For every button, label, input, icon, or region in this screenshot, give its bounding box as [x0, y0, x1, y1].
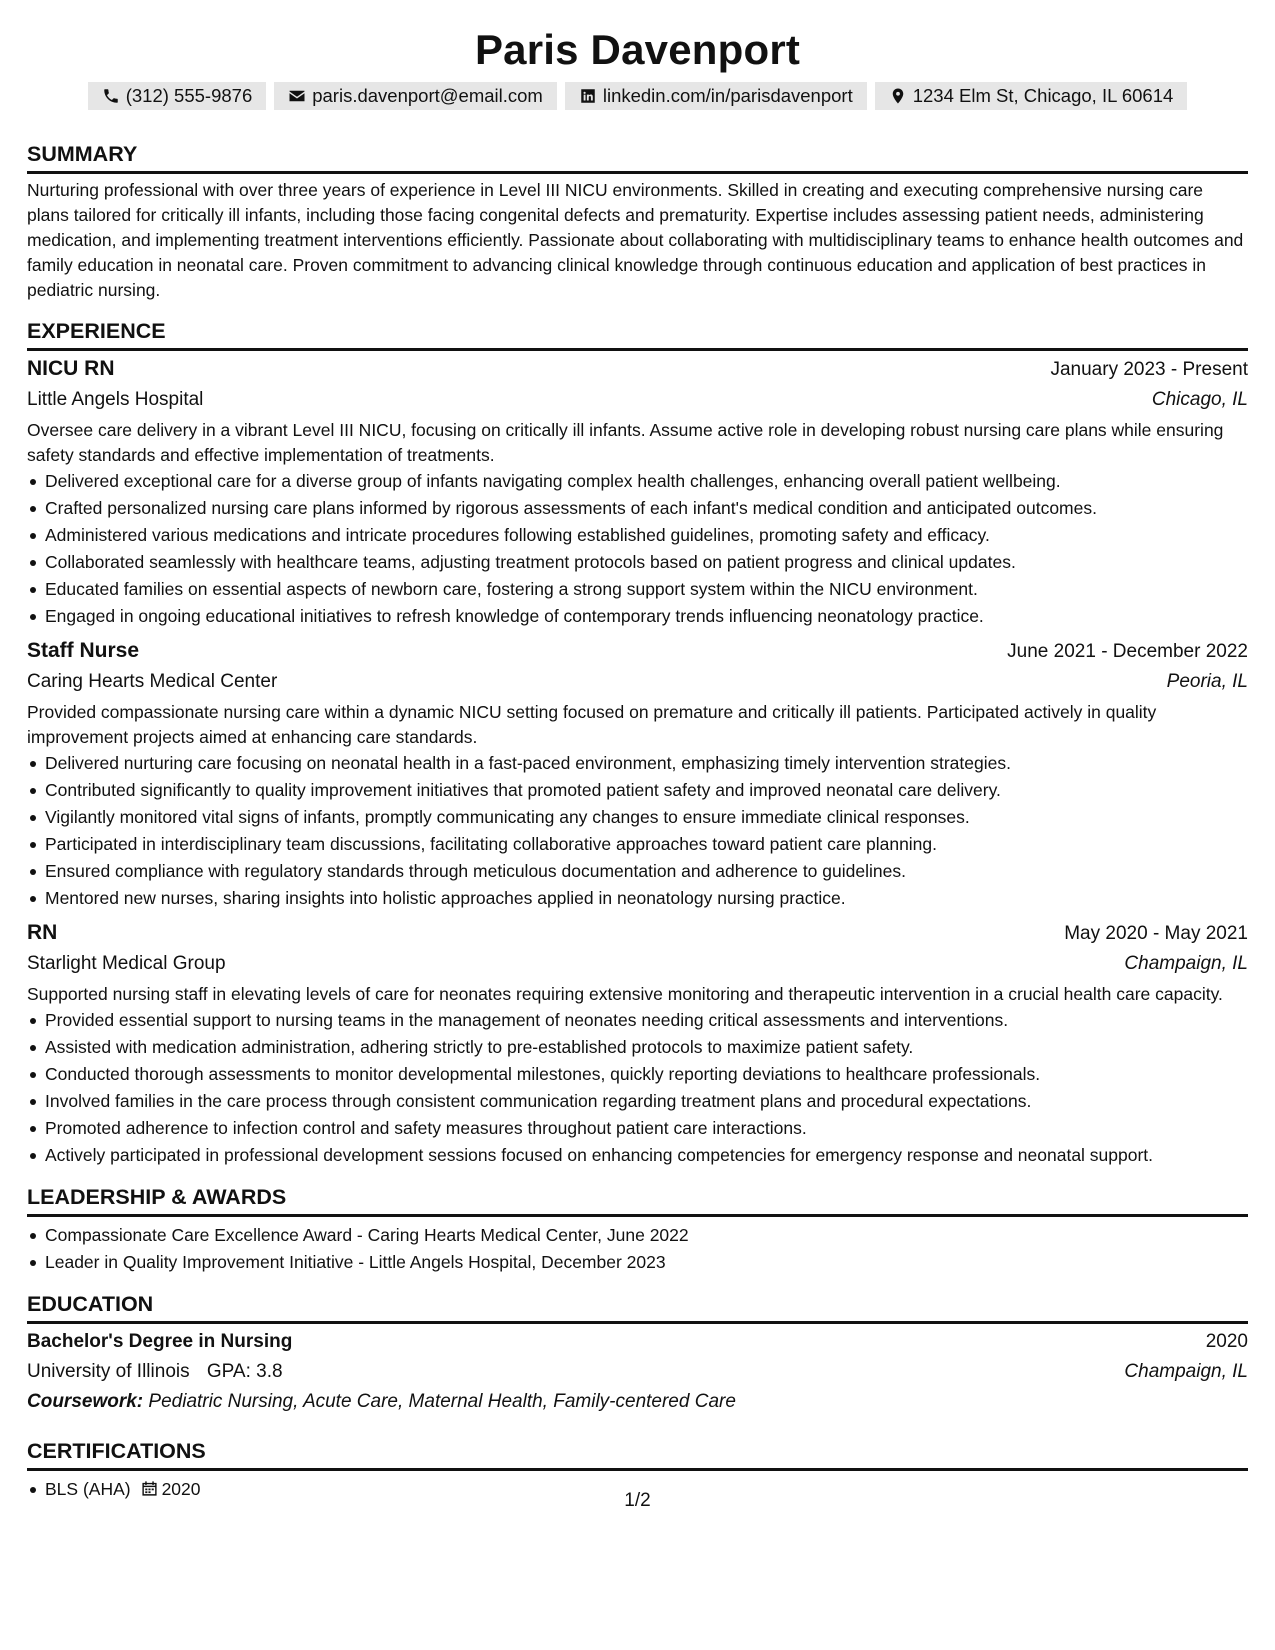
- job-description: Supported nursing staff in elevating levels of care for neonates requiring extensive monitoring and therapeutic intervention in a crucial health care capacity.: [27, 984, 1223, 1004]
- coursework: [27, 1387, 1248, 1417]
- job-bullets: [27, 468, 1248, 630]
- address-text: 1234 Elm St, Chicago, IL 60614: [912, 85, 1174, 106]
- section-divider: [27, 1468, 1248, 1471]
- list-item: Delivered nurturing care focusing on neonatal health in a fast-paced environment, emphasizing timely intervention strategies.: [27, 750, 1248, 777]
- list-item: Delivered exceptional care for a diverse group of infants navigating complex health challenges, enhancing overall patient wellbeing.: [27, 468, 1248, 495]
- list-item: Crafted personalized nursing care plans informed by rigorous assessments of each infant's medical condition and anticipated outcomes.: [27, 495, 1248, 522]
- certification-name: BLS (AHA): [45, 1479, 131, 1499]
- coursework-list: Pediatric Nursing, Acute Care, Maternal Health, Family-centered Care: [148, 1391, 736, 1412]
- list-item: Ensured compliance with regulatory standards through meticulous documentation and adherence to guidelines.: [27, 858, 1248, 885]
- list-item: Educated families on essential aspects of newborn care, fostering a strong support system within the NICU environment.: [27, 576, 1248, 603]
- section-title: LEADERSHIP & AWARDS: [27, 1185, 287, 1209]
- job-dates: May 2020 - May 2021: [1064, 923, 1248, 944]
- section-divider: [27, 348, 1248, 351]
- section-title: CERTIFICATIONS: [27, 1439, 206, 1463]
- envelope-icon: [288, 87, 306, 105]
- list-item: Compassionate Care Excellence Award - Caring Hearts Medical Center, June 2022: [27, 1222, 1248, 1249]
- list-item: Administered various medications and intricate procedures following established guidelines, promoting safety and efficacy.: [27, 522, 1248, 549]
- list-item: Participated in interdisciplinary team discussions, facilitating collaborative approaches toward patient care planning.: [27, 831, 1248, 858]
- job-entry: [27, 354, 1248, 630]
- leadership-section: [27, 1183, 1248, 1276]
- list-item: Assisted with medication administration, adhering strictly to pre-established protocols to maximize patient safety.: [27, 1034, 1248, 1061]
- job-bullets: [27, 750, 1248, 912]
- section-divider: [27, 1321, 1248, 1324]
- job-entry: [27, 918, 1248, 1169]
- list-item: Involved families in the care process through consistent communication regarding treatment plans and procedural expectations.: [27, 1088, 1248, 1115]
- job-location: Peoria, IL: [1166, 671, 1248, 692]
- job-location: Champaign, IL: [1124, 953, 1248, 974]
- school-name: University of Illinois: [27, 1361, 190, 1382]
- map-pin-icon: [889, 87, 907, 105]
- job-dates: January 2023 - Present: [1050, 359, 1248, 380]
- contact-address: [875, 82, 1188, 110]
- candidate-name: Paris Davenport: [474, 26, 801, 73]
- job-entry: [27, 636, 1248, 912]
- section-divider: [27, 171, 1248, 174]
- list-item: Leader in Quality Improvement Initiative - Little Angels Hospital, December 2023: [27, 1249, 1248, 1276]
- page-number: 1/2: [624, 1490, 651, 1511]
- phone-text: (312) 555-9876: [125, 85, 253, 106]
- job-description: Provided compassionate nursing care within a dynamic NICU setting focused on premature and critically ill patients. Participated actively in quality improvement projects aimed at enhancing care standards.: [27, 702, 1157, 747]
- list-item: Actively participated in professional development sessions focused on enhancing competencies for emergency response and neonatal support.: [27, 1142, 1248, 1169]
- company-name: Starlight Medical Group: [27, 953, 226, 974]
- section-divider: [27, 1214, 1248, 1217]
- job-title: NICU RN: [27, 357, 115, 380]
- job-location: Chicago, IL: [1151, 389, 1248, 410]
- linkedin-text: linkedin.com/in/parisdavenport: [602, 85, 853, 106]
- section-title: EXPERIENCE: [27, 319, 166, 343]
- contact-email: [274, 82, 557, 110]
- school-location: Champaign, IL: [1124, 1361, 1248, 1382]
- contact-linkedin: [565, 82, 867, 110]
- summary-text: Nurturing professional with over three years of experience in Level III NICU environments. Skilled in creating and executing comprehensive nursing care plans tailored for critically ill infants, including those facing congenital defects and prematurity. Expertise includes assessing patient needs, administering medication, and implementing treatment interventions efficiently. Passionate about collaborating with multidisciplinary teams to enhance health outcomes and family education in neonatal care. Proven commitment to advancing clinical knowledge through continuous education and application of best practices in pediatric nursing.: [27, 180, 1244, 300]
- degree-name: Bachelor's Degree in Nursing: [27, 1331, 293, 1352]
- section-title: EDUCATION: [27, 1292, 154, 1316]
- education-section: [27, 1290, 1248, 1417]
- contact-phone: [88, 82, 267, 110]
- graduation-year: 2020: [1205, 1331, 1248, 1352]
- contact-bar: [27, 82, 1248, 110]
- list-item: Collaborated seamlessly with healthcare teams, adjusting treatment protocols based on patient progress and clinical updates.: [27, 549, 1248, 576]
- job-bullets: [27, 1007, 1248, 1169]
- phone-icon: [102, 87, 120, 105]
- list-item: Provided essential support to nursing teams in the management of neonates needing critical assessments and interventions.: [27, 1007, 1248, 1034]
- list-item: Engaged in ongoing educational initiatives to refresh knowledge of contemporary trends influencing neonatology practice.: [27, 603, 1248, 630]
- job-title: RN: [27, 921, 58, 944]
- summary-section: [27, 140, 1248, 303]
- list-item: Vigilantly monitored vital signs of infants, promptly communicating any changes to ensure immediate clinical responses.: [27, 804, 1248, 831]
- school-info: [27, 1357, 283, 1387]
- list-item: Mentored new nurses, sharing insights into holistic approaches applied in neonatology nursing practice.: [27, 885, 1248, 912]
- coursework-label: Coursework:: [27, 1391, 144, 1412]
- experience-section: [27, 317, 1248, 1169]
- job-dates: June 2021 - December 2022: [1007, 641, 1248, 662]
- list-item: Promoted adherence to infection control and safety measures throughout patient care interactions.: [27, 1115, 1248, 1142]
- awards-list: [27, 1222, 1248, 1276]
- list-item: Contributed significantly to quality improvement initiatives that promoted patient safety and improved neonatal care delivery.: [27, 777, 1248, 804]
- job-title: Staff Nurse: [27, 639, 140, 662]
- linkedin-icon: [579, 87, 597, 105]
- certification-year: 2020: [161, 1479, 201, 1499]
- section-title: SUMMARY: [27, 142, 138, 166]
- company-name: Little Angels Hospital: [27, 389, 204, 410]
- company-name: Caring Hearts Medical Center: [27, 671, 278, 692]
- job-description: Oversee care delivery in a vibrant Level III NICU, focusing on critically ill infants. Assume active role in developing robust nursing care plans while ensuring safety standards and effective implementation of treatments.: [27, 420, 1224, 465]
- gpa: GPA: 3.8: [206, 1361, 283, 1382]
- email-text: paris.davenport@email.com: [312, 85, 543, 106]
- list-item: Conducted thorough assessments to monitor developmental milestones, quickly reporting deviations to healthcare professionals.: [27, 1061, 1248, 1088]
